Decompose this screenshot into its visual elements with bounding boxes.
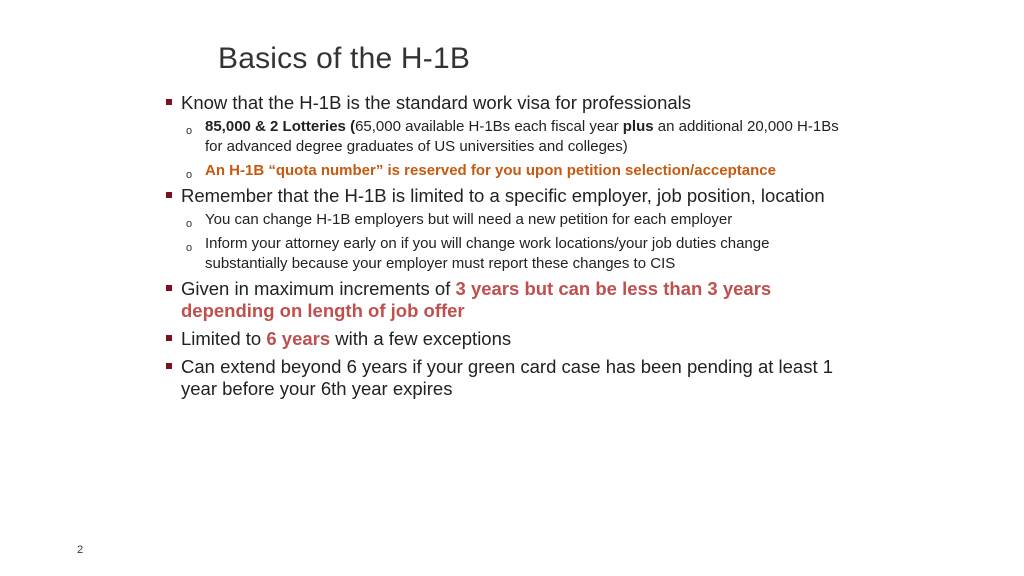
bullet-text: Know that the H-1B is the standard work visa for professionals (181, 92, 692, 113)
slide-title: Basics of the H-1B (218, 42, 471, 75)
square-bullet-icon (166, 363, 172, 369)
sub-bullet-item (162, 234, 852, 274)
sub-bullet-list (162, 210, 852, 274)
bullet-text: Given in maximum increments of (181, 278, 456, 299)
square-bullet-icon (166, 335, 172, 341)
sub-bullet-text: 65,000 available H-1Bs each fiscal year (355, 118, 623, 135)
square-bullet-icon (166, 192, 172, 198)
circle-bullet-icon: o (186, 242, 193, 254)
bullet-item (162, 92, 852, 114)
bullet-item (162, 328, 852, 350)
sub-bullet-text: You can change H-1B employers but will need a new petition for each employer (205, 211, 733, 228)
sub-bullet-bold-text: plus (622, 118, 654, 135)
bullet-highlight-text: 6 years (266, 328, 331, 349)
sub-bullet-item (162, 161, 852, 181)
sub-bullet-text: an additional 20,000 H-1Bs for advanced degree graduates of US universities and colleges) (205, 118, 839, 155)
sub-bullet-item (162, 210, 852, 230)
slide-content (162, 92, 852, 406)
bullet-text: Limited to (181, 328, 267, 349)
circle-bullet-icon: o (186, 218, 193, 230)
square-bullet-icon (166, 99, 172, 105)
sub-bullet-highlight-text: An H-1B “quota number” is reserved for you upon petition selection/acceptance (205, 162, 776, 179)
sub-bullet-text: Inform your attorney early on if you will change work locations/your job duties change substantially because your employer must report these changes to CIS (205, 235, 770, 272)
bullet-item (162, 356, 852, 400)
bullet-highlight-text: 3 years but can be less than 3 years depending on length of job offer (181, 278, 772, 321)
sub-bullet-list (162, 117, 852, 181)
bullet-item (162, 185, 852, 207)
circle-bullet-icon: o (186, 125, 193, 137)
sub-bullet-bold-text: 85,000 & 2 Lotteries ( (205, 118, 356, 135)
circle-bullet-icon: o (186, 169, 193, 181)
bullet-item (162, 278, 852, 322)
bullet-text: Can extend beyond 6 years if your green card case has been pending at least 1 year before your 6th year expires (181, 356, 834, 399)
page-number: 2 (77, 544, 84, 556)
square-bullet-icon (166, 285, 172, 291)
bullet-text: with a few exceptions (330, 328, 512, 349)
sub-bullet-item (162, 117, 852, 157)
bullet-text: Remember that the H-1B is limited to a specific employer, job position, location (181, 185, 825, 206)
